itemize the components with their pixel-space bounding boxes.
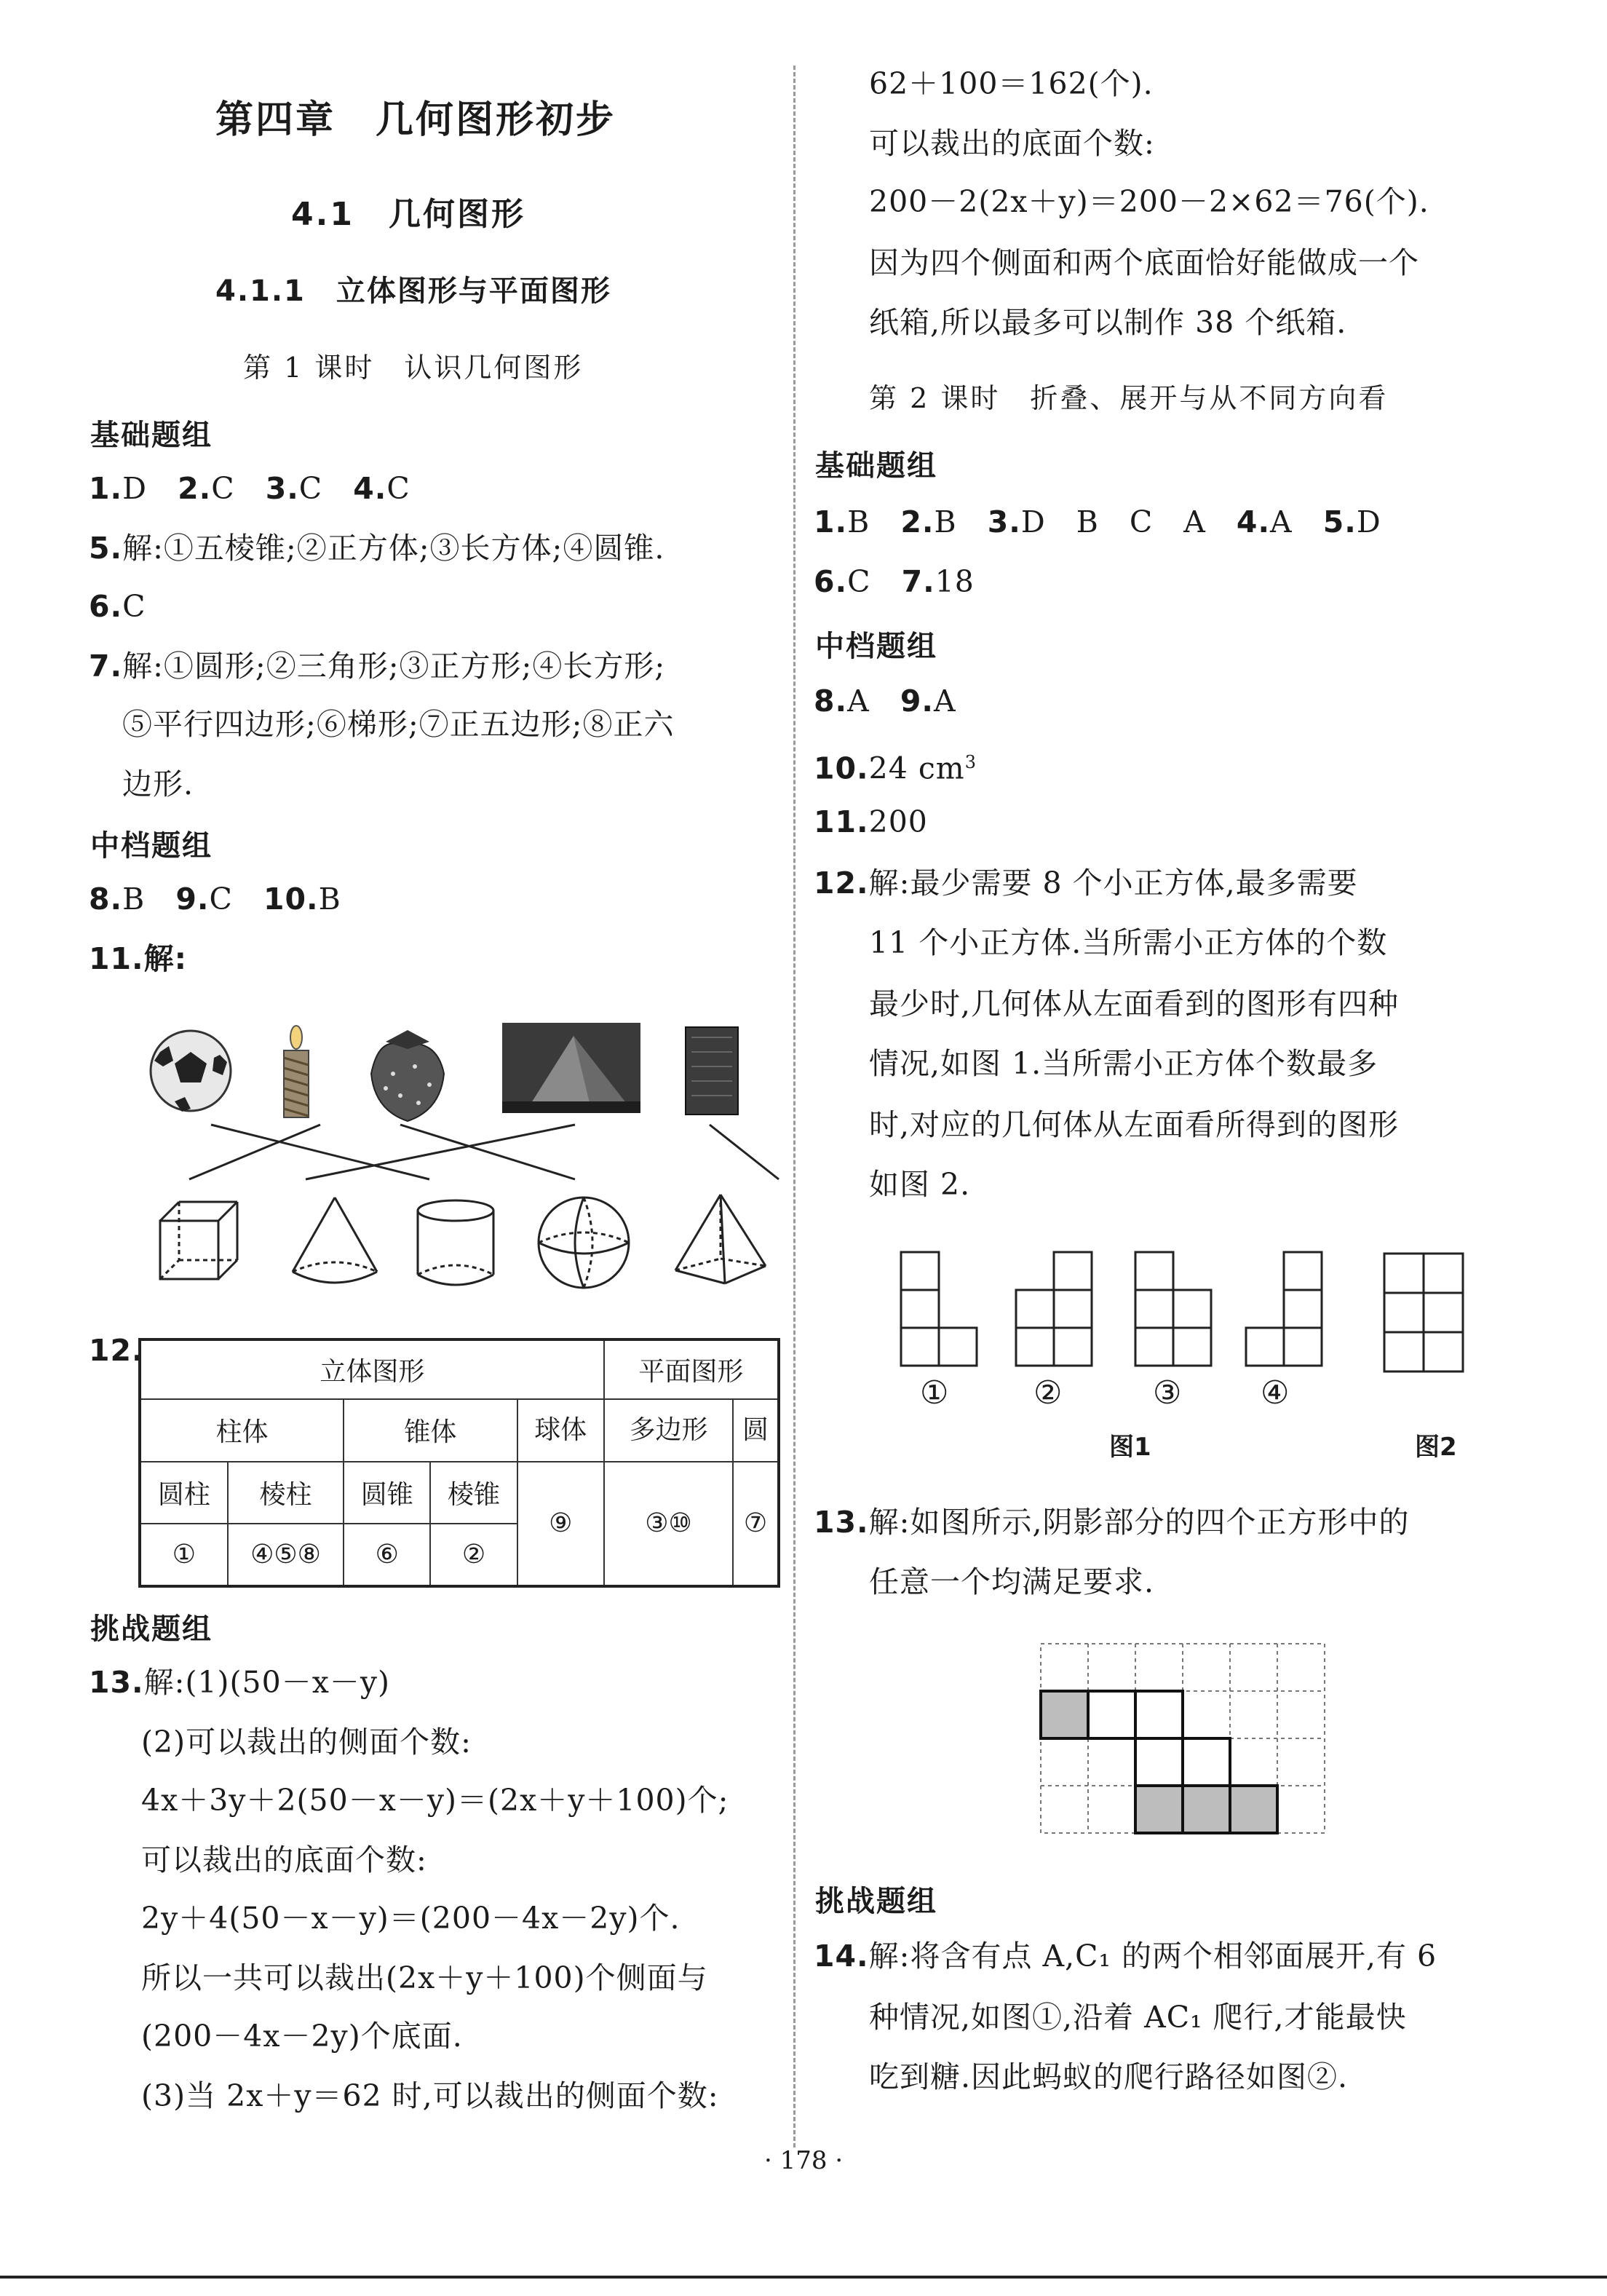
- answer-r-12-line2: 11 个小正方体.当所需小正方体的个数: [869, 925, 1388, 960]
- cell-polygon: [604, 1399, 733, 1586]
- th-cylinder: 圆柱: [140, 1462, 228, 1524]
- answer: A: [933, 684, 956, 719]
- answer-7-line3: 边形.: [122, 767, 194, 801]
- answer-7: [89, 646, 665, 686]
- q-num: 1.: [89, 471, 123, 506]
- right-line4: 因为四个侧面和两个底面恰好能做成一个: [869, 245, 1419, 280]
- answer-text: 200: [868, 804, 928, 839]
- right-line2: 可以裁出的底面个数:: [869, 126, 1155, 161]
- challenge-group-heading: 挑战题组: [90, 1612, 213, 1646]
- net-squares: [1041, 1691, 1277, 1833]
- fig-label-2: ②: [1033, 1374, 1063, 1412]
- answer-13-line3: 4x＋3y＋2(50－x－y)＝(2x＋y＋100)个;: [141, 1783, 729, 1818]
- answer-13-line2: (2)可以裁出的侧面个数:: [141, 1725, 472, 1759]
- answer-r-12-line3: 最少时,几何体从左面看到的图形有四种: [869, 986, 1400, 1021]
- lesson2-title: 第 2 课时 折叠、展开与从不同方向看: [869, 382, 1389, 414]
- th-prism: 棱柱: [228, 1462, 344, 1524]
- answer-text: 解:如图所示,阴影部分的四个正方形中的: [868, 1505, 1410, 1540]
- q-num: 2.: [178, 471, 212, 506]
- val-cylinder: ①: [140, 1524, 228, 1586]
- lesson1-title: 第 1 课时 认识几何图形: [243, 352, 584, 384]
- answers-8-10: [89, 879, 341, 919]
- answer-7-line2: ⑤平行四边形;⑥梯形;⑦正五边形;⑧正六: [122, 707, 675, 742]
- classification-table: [138, 1338, 780, 1588]
- val-pyramid: ②: [430, 1524, 517, 1586]
- answers-r-8-9: [814, 681, 956, 721]
- cell-sphere: [517, 1399, 604, 1586]
- answer: A: [1270, 504, 1293, 539]
- th-solid: 立体图形: [140, 1339, 604, 1399]
- answer-11: [89, 939, 187, 978]
- th-prism-group: 柱体: [140, 1399, 344, 1462]
- right-line5: 纸箱,所以最多可以制作 38 个纸箱.: [869, 305, 1347, 340]
- answer-r-13-line2: 任意一个均满足要求.: [869, 1564, 1155, 1599]
- answer-12-label: [89, 1331, 144, 1370]
- basic-group-heading: 基础题组: [90, 419, 213, 452]
- answer: D: [122, 471, 147, 506]
- answer: D: [1356, 504, 1381, 539]
- val-sphere: ⑨: [518, 1461, 603, 1585]
- th-cone-group: 锥体: [344, 1399, 517, 1462]
- q-num: 12.: [89, 1333, 144, 1368]
- building-photo: [686, 1027, 738, 1115]
- fig-label-3: ③: [1153, 1374, 1182, 1412]
- th-circle: 圆: [742, 1415, 769, 1445]
- q-num: 6.: [814, 564, 848, 599]
- page-number: · 178 ·: [764, 2146, 844, 2175]
- q-num: 11.: [89, 941, 144, 976]
- strawberry-photo: [371, 1030, 444, 1121]
- left-view-figures: [895, 1252, 1477, 1376]
- answer-13-line8: (3)当 2x＋y＝62 时,可以裁出的侧面个数:: [141, 2078, 719, 2113]
- q-num: 4.: [1236, 504, 1271, 539]
- right-line1: 62＋100＝162(个).: [869, 66, 1154, 101]
- answer-5: [89, 529, 664, 568]
- answer-text: 解:(1)(50－x－y): [143, 1665, 390, 1700]
- answer: C: [211, 471, 235, 506]
- answer-text: 解:①圆形;②三角形;③正方形;④长方形;: [122, 649, 666, 684]
- answer-13: [89, 1663, 390, 1702]
- right-line3: 200－2(2x＋y)＝200－2×62＝76(个).: [869, 184, 1429, 219]
- left-view-max: [1384, 1254, 1463, 1371]
- right-mid-group-heading: 中档题组: [815, 630, 937, 663]
- q-num: 14.: [814, 1939, 869, 1974]
- answer-6: [89, 587, 146, 626]
- sphere-solid: [539, 1198, 629, 1288]
- answer-r-14-line2: 种情况,如图①,沿着 AC₁ 爬行,才能最快: [869, 2000, 1407, 2035]
- left-view-4: [1246, 1252, 1322, 1366]
- answer: A: [847, 684, 870, 719]
- q-num: 13.: [814, 1505, 869, 1540]
- answer-text: 解:: [143, 941, 188, 976]
- fig-label-4: ④: [1261, 1374, 1290, 1412]
- th-cone: 圆锥: [344, 1462, 430, 1524]
- answer: B: [847, 504, 870, 539]
- q-num: 9.: [900, 684, 934, 719]
- answer: C: [847, 564, 871, 599]
- q-num: 3.: [987, 504, 1021, 539]
- answer-r-11: [814, 802, 928, 842]
- q-num: 13.: [89, 1665, 144, 1700]
- q-num: 2.: [900, 504, 935, 539]
- superscript: 3: [964, 752, 977, 772]
- answer-r-12-line6: 如图 2.: [869, 1167, 971, 1202]
- answer-13-line4: 可以裁出的底面个数:: [141, 1842, 427, 1877]
- q-num: 11.: [814, 804, 869, 839]
- answer-text: 24 cm: [868, 751, 965, 786]
- answer-13-line5: 2y＋4(50－x－y)＝(200－4x－2y)个.: [141, 1901, 681, 1936]
- right-basic-group-heading: 基础题组: [815, 449, 937, 483]
- answer: C: [209, 882, 233, 917]
- val-polygon: ③⑩: [605, 1461, 732, 1585]
- answer-r-12-line4: 情况,如图 1.当所需小正方体个数最多: [869, 1046, 1378, 1081]
- answers-r-6-7: [814, 562, 975, 601]
- answer: B: [934, 504, 957, 539]
- q-num: 8.: [89, 882, 123, 917]
- th-plane: 平面图形: [604, 1339, 779, 1399]
- q-num: 9.: [175, 882, 210, 917]
- th-pyramid: 棱锥: [430, 1462, 517, 1524]
- fig2-caption: 图2: [1415, 1433, 1457, 1462]
- fig1-caption: 图1: [1109, 1433, 1151, 1462]
- answer-r-12-line5: 时,对应的几何体从左面看所得到的图形: [869, 1107, 1400, 1142]
- answer-r-14-line3: 吃到糖.因此蚂蚁的爬行路径如图②.: [869, 2059, 1349, 2094]
- val-prism: ④⑤⑧: [228, 1524, 344, 1586]
- q-num: 3.: [265, 471, 299, 506]
- answer-13-line6: 所以一共可以裁出(2x＋y＋100)个侧面与: [141, 1960, 708, 1995]
- answer-text: 解:①五棱锥;②正方体;③长方体;④圆锥.: [122, 531, 665, 566]
- answer-r-13: [814, 1503, 1410, 1542]
- cube-solid: [160, 1202, 237, 1279]
- answers-1-4: [89, 469, 410, 508]
- answer: C: [386, 471, 410, 506]
- answer-r-14: [814, 1936, 1437, 1976]
- q-num: 6.: [89, 589, 123, 624]
- answer: B: [318, 882, 341, 917]
- q-num: 10.: [263, 882, 319, 917]
- left-view-2: [1016, 1252, 1092, 1366]
- answer-13-line7: (200－4x－2y)个底面.: [141, 2019, 463, 2054]
- q-num: 4.: [353, 471, 387, 506]
- matching-lines: [189, 1125, 779, 1179]
- answer-text: C: [122, 589, 146, 624]
- section-title: 4.1 几何图形: [291, 196, 525, 233]
- q-num: 7.: [89, 649, 123, 684]
- val-cone: ⑥: [344, 1524, 430, 1586]
- mid-group-heading: 中档题组: [90, 829, 213, 863]
- q-num: 5.: [89, 531, 123, 566]
- column-divider: [793, 66, 795, 2147]
- answer-text: 解:最少需要 8 个小正方体,最多需要: [868, 866, 1358, 900]
- net-grid-figure: [1038, 1641, 1329, 1837]
- q-num: 10.: [814, 751, 869, 786]
- pyramid-solid: [675, 1195, 766, 1283]
- answer-text: 解:将含有点 A,C₁ 的两个相邻面展开,有 6: [868, 1939, 1437, 1974]
- left-view-1: [901, 1252, 977, 1366]
- th-sphere: 球体: [534, 1415, 587, 1445]
- answer: C: [298, 471, 323, 506]
- cell-circle: [733, 1399, 779, 1586]
- th-polygon: 多边形: [629, 1415, 708, 1445]
- answer-r-12: [814, 863, 1358, 903]
- answer: B: [122, 882, 146, 917]
- answer: 18: [935, 564, 975, 599]
- left-view-3: [1135, 1252, 1211, 1366]
- q-num: 5.: [1322, 504, 1357, 539]
- q-num: 1.: [814, 504, 848, 539]
- q-num: 7.: [901, 564, 935, 599]
- answer-r-10: [814, 743, 977, 788]
- cylinder-solid: [418, 1200, 493, 1285]
- answers-r-1-5: [814, 502, 1381, 542]
- page-bottom-rule: [0, 2276, 1607, 2279]
- fig-label-1: ①: [920, 1374, 949, 1412]
- chapter-title: 第四章 几何图形初步: [215, 98, 616, 142]
- q-num: 8.: [814, 684, 848, 719]
- val-circle: ⑦: [734, 1461, 777, 1585]
- answer: D B C A: [1020, 504, 1206, 539]
- cone-solid: [293, 1198, 377, 1283]
- right-challenge-group-heading: 挑战题组: [815, 1885, 937, 1918]
- subsection-title: 4.1.1 立体图形与平面图形: [215, 274, 611, 308]
- q-num: 12.: [814, 866, 869, 900]
- candle-photo: [284, 1026, 309, 1117]
- pyramid-photo: [502, 1023, 640, 1113]
- matching-figure: [138, 1016, 779, 1307]
- soccer-ball-photo: [151, 1031, 231, 1112]
